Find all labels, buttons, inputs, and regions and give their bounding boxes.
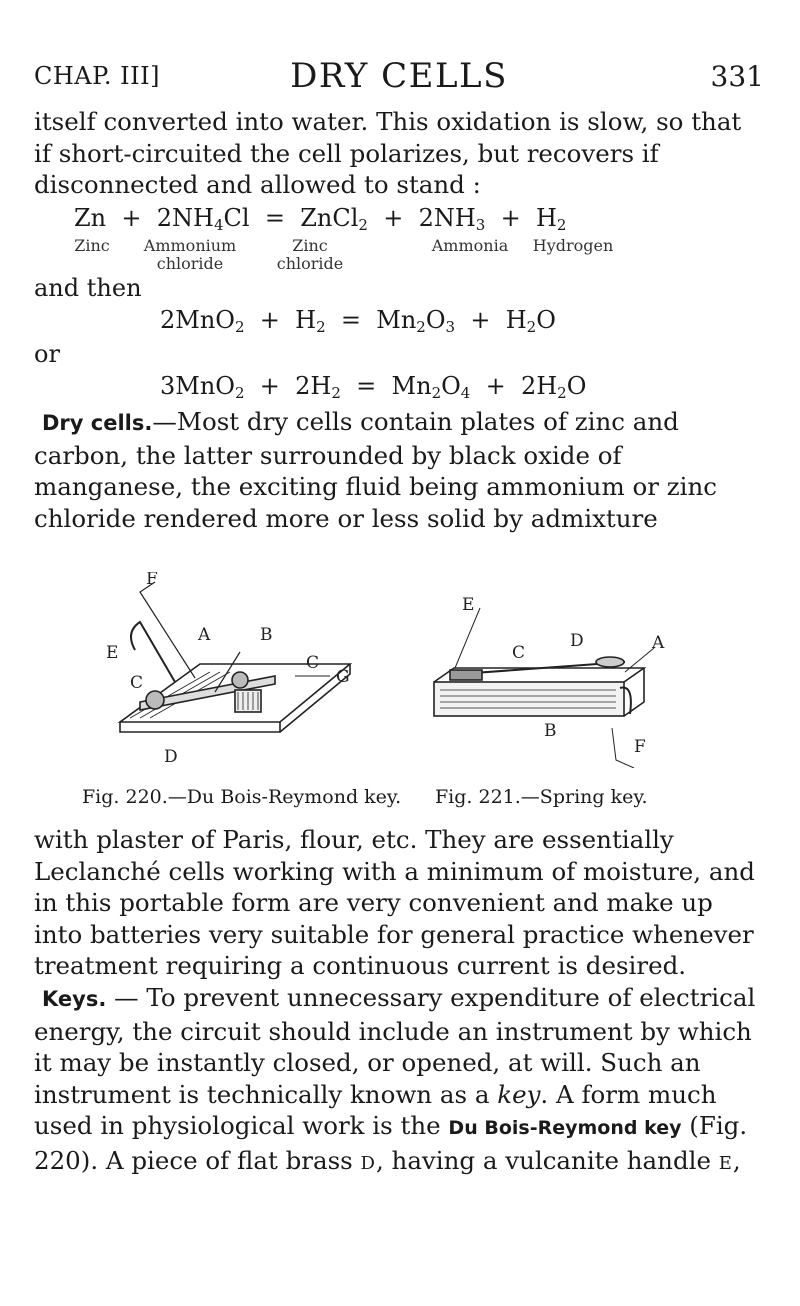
equation-manganese-1: $2MnO_2 + H_2 = Mn_2O_3 + H_2O$ — [160, 306, 556, 336]
section-heading-dry-cells: Dry cells. — [42, 411, 153, 435]
paragraph-oxidation: itself converted into water. This oxidation is slow, so that if short-circuited the cell polarizes, but recovers if disconnected and allowed to stand : — [34, 107, 742, 199]
eq1-equals: = — [264, 204, 285, 232]
paragraph-dry-cells — [34, 406, 764, 534]
eq1-plus: + — [121, 204, 142, 232]
eq3-term: Mn — [391, 372, 432, 400]
equation-manganese-2: $3MnO_2 + 2H_2 = Mn_2O_4 + 2H_2O$ — [160, 372, 587, 402]
keys-term-key: key — [497, 1079, 541, 1109]
eq1-plus: + — [383, 204, 404, 232]
equation-zinc-ammonium — [74, 204, 566, 234]
caption-zinc: Zinc — [74, 236, 110, 255]
eq1-sub: 3 — [475, 216, 486, 234]
eq2-term: H — [295, 306, 317, 334]
paragraph-plaster: with plaster of Paris, flour, etc. They are essentially Leclanché cells working with a minimum of moisture, and in this portable form are very convenient and make up into batteries very suitable for general practice whenever treatment requiring a continuous current is desired. — [34, 825, 755, 980]
keys-letter-d: D — [360, 1152, 376, 1174]
eq3-sub: 2 — [234, 384, 245, 402]
caption-hydrogen: Hydrogen — [532, 236, 614, 255]
fig220-label-e: E — [106, 643, 119, 663]
fig221-label-f: F — [634, 737, 646, 757]
keys-term-du-bois: Du Bois-Reymond key — [448, 1117, 682, 1139]
fig220-label-f: F — [146, 572, 158, 589]
eq2-sub: 3 — [445, 318, 456, 336]
caption-zinc-chloride — [270, 237, 350, 273]
eq1-sub: 2 — [556, 216, 567, 234]
fig220-label-b: B — [260, 625, 273, 645]
caption-ammonium-chloride — [140, 237, 240, 273]
caption-ammonia: Ammonia — [431, 236, 509, 255]
fig220-label-c2: C — [306, 653, 320, 673]
eq3-sub: 2 — [331, 384, 341, 402]
dry-cells-text: —Most dry cells contain plates of zinc and carbon, the latter surrounded by black oxide of manganese, the exciting fluid being ammonium or zinc chloride rendered more or less solid by admixture — [34, 407, 717, 533]
keys-text: , — [732, 1145, 741, 1175]
eq1-nh3: 2NH — [418, 204, 476, 232]
caption-line: chloride — [156, 254, 224, 273]
caption-line: Ammonium — [143, 236, 237, 255]
pointer-line — [140, 582, 195, 678]
eq3-term: 3MnO — [160, 372, 235, 400]
text-and-then: and then — [34, 274, 142, 302]
eq3-sub: 2 — [431, 384, 442, 402]
eq3-term: O — [441, 372, 461, 400]
eq1-sub: 4 — [213, 216, 224, 234]
knob — [596, 657, 624, 667]
fig221-label-a: A — [652, 633, 665, 653]
eq3-sub: 4 — [460, 384, 471, 402]
eq3-term: O — [566, 372, 587, 400]
caption-line: Zinc — [292, 236, 328, 255]
page-number: 331 — [710, 60, 764, 93]
eq2-sub: 2 — [316, 318, 326, 336]
keys-letter-e: E — [718, 1152, 733, 1174]
keys-text: — To prevent unnecessary expenditure of electrical energy, the circuit should include an instrument by which it may be instantly closed, or opened, at will. Such an instrument is technically known as a — [34, 983, 756, 1109]
keys-text: (Fig. 220). A piece of flat brass — [34, 1111, 748, 1175]
figure-du-bois-reymond-key — [100, 572, 380, 772]
eq2-term: 2MnO — [160, 306, 235, 334]
caption-fig-221: Fig. 221.—Spring key. — [435, 786, 648, 808]
figure-spring-key — [420, 588, 690, 768]
fig220-label-d: D — [164, 747, 178, 767]
paragraph-keys — [34, 982, 764, 1179]
text-or: or — [34, 340, 60, 368]
eq2-sub: 2 — [234, 318, 245, 336]
eq1-zn: Zn — [74, 204, 107, 232]
pointer-line — [455, 608, 480, 668]
eq1-zncl: ZnCl — [300, 204, 359, 232]
eq2-term: Mn — [376, 306, 417, 334]
eq2-sub: 2 — [416, 318, 426, 336]
fig221-label-e: E — [462, 595, 475, 615]
eq1-plus: + — [500, 204, 521, 232]
eq3-term: 2H — [295, 372, 332, 400]
fig221-label-c: C — [512, 643, 526, 663]
fig220-label-g: G — [336, 667, 350, 687]
fig220-label-c: C — [130, 673, 144, 693]
clamp — [450, 670, 482, 680]
eq3-sub: 2 — [557, 384, 567, 402]
fig221-label-d: D — [570, 631, 584, 651]
binding-screw — [232, 672, 248, 688]
fig220-label-a: A — [198, 625, 211, 645]
fig221-label-b: B — [544, 721, 557, 741]
keys-text: . A form much used in physiological work is the — [34, 1079, 717, 1140]
eq3-term: 2H — [520, 372, 558, 400]
caption-fig-220: Fig. 220.—Du Bois-Reymond key. — [82, 786, 402, 808]
section-heading-keys: Keys. — [42, 987, 107, 1011]
chapter-label: CHAP. III] — [34, 62, 160, 90]
page-title: DRY CELLS — [290, 56, 508, 96]
base-edge — [120, 722, 280, 732]
eq1-cl: Cl — [223, 204, 250, 232]
eq2-sub: 2 — [526, 318, 537, 336]
binding-screw — [146, 691, 164, 709]
caption-line: chloride — [276, 254, 344, 273]
base-block — [434, 682, 624, 716]
eq1-sub: 2 — [358, 216, 368, 234]
eq1-nh4: 2NH — [156, 204, 214, 232]
keys-text: , having a vulcanite handle — [375, 1145, 719, 1175]
eq2-term: O — [425, 306, 446, 334]
running-header — [34, 56, 764, 96]
eq2-term: O — [536, 306, 556, 334]
eq1-h2: H — [535, 204, 557, 232]
eq2-term: H — [505, 306, 527, 334]
